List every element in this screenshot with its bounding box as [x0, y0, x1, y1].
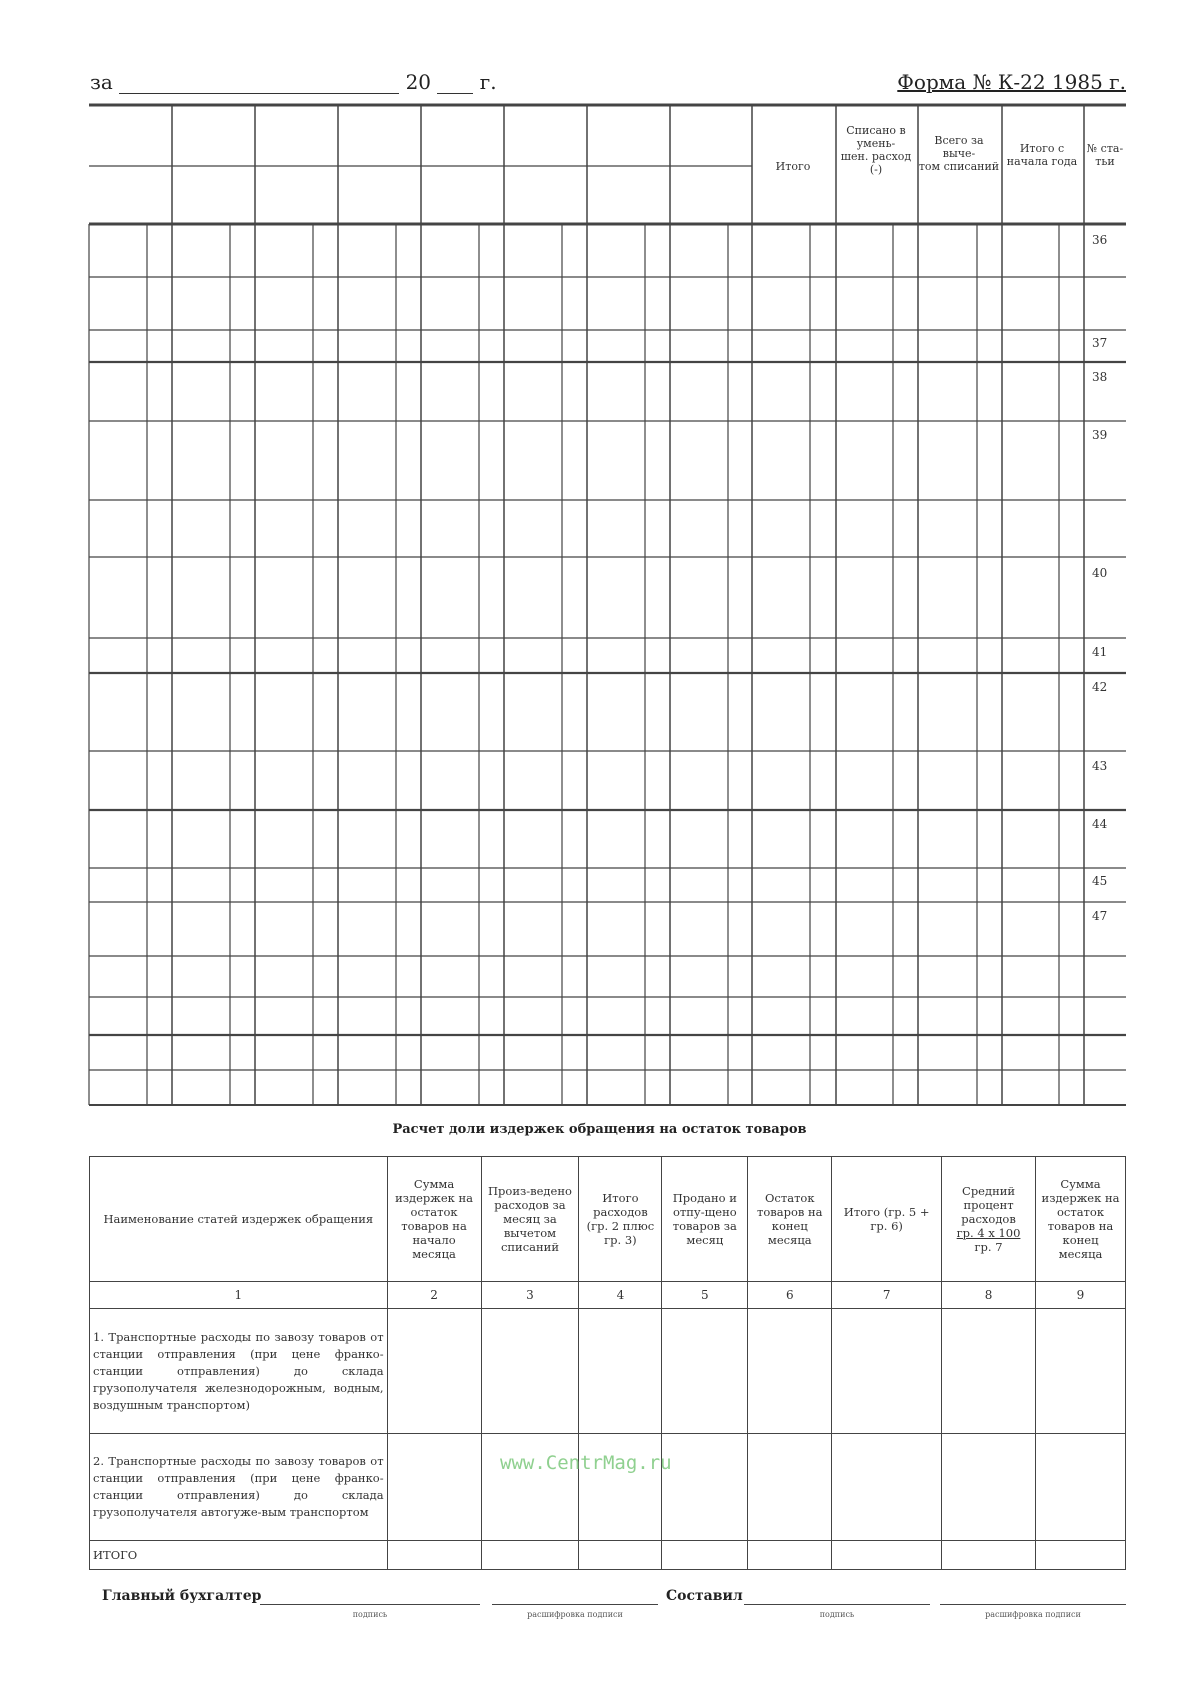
- row-number: 39: [1092, 428, 1108, 442]
- input-cell[interactable]: [387, 1309, 481, 1434]
- row-auto-transport: 2. Транспортные расходы по завозу товаров от станции отправления (при цене франко-станции отправления) до склада грузополучателя автогуже-вым транспортом: [90, 1434, 388, 1541]
- calc-section-title: Расчет доли издержек обращения на остаток товаров: [392, 1122, 807, 1137]
- decoding-caption: расшифровка подписи: [985, 1610, 1081, 1619]
- input-cell[interactable]: [481, 1541, 579, 1570]
- col-head-sold: Продано и отпу-щено товаров за месяц: [662, 1157, 748, 1282]
- row-number: 42: [1092, 680, 1108, 694]
- formula-top: гр. 4 х 100: [956, 1226, 1021, 1240]
- col-head-name: Наименование статей издержек обращения: [90, 1157, 388, 1282]
- period-prefix: за: [90, 70, 113, 94]
- chief-decoding-line[interactable]: [492, 1604, 658, 1605]
- input-cell[interactable]: [481, 1309, 579, 1434]
- row-number: 41: [1092, 645, 1108, 659]
- col-number: 8: [942, 1282, 1036, 1309]
- year-suffix: г.: [479, 70, 497, 94]
- input-cell[interactable]: [748, 1309, 832, 1434]
- year-prefix: 20: [405, 70, 432, 94]
- header-itogo: Итого: [775, 160, 811, 173]
- chief-signature-line[interactable]: [260, 1604, 480, 1605]
- input-cell[interactable]: [579, 1434, 662, 1541]
- col-number: 6: [748, 1282, 832, 1309]
- input-cell[interactable]: [832, 1541, 942, 1570]
- input-cell[interactable]: [387, 1541, 481, 1570]
- input-cell[interactable]: [832, 1434, 942, 1541]
- header-nomer-stati: № ста- тьи: [1086, 142, 1124, 168]
- input-cell[interactable]: [1036, 1541, 1126, 1570]
- input-cell[interactable]: [579, 1541, 662, 1570]
- input-cell[interactable]: [662, 1309, 748, 1434]
- compiler-decoding-line[interactable]: [940, 1604, 1126, 1605]
- col-head-total-5-6: Итого (гр. 5 + гр. 6): [832, 1157, 942, 1282]
- signature-row: [100, 1588, 1130, 1628]
- col-head-produced: Произ-ведено расходов за месяц за вычетом списаний: [481, 1157, 579, 1282]
- input-cell[interactable]: [481, 1434, 579, 1541]
- row-number: 45: [1092, 874, 1108, 888]
- row-total-label: ИТОГО: [90, 1541, 388, 1570]
- calc-table: [89, 1156, 1126, 1570]
- input-cell[interactable]: [387, 1434, 481, 1541]
- avg-percent-label: Средний процент расходов: [961, 1184, 1016, 1226]
- col-number: 2: [387, 1282, 481, 1309]
- row-number: 47: [1092, 909, 1108, 923]
- header-spisano: Списано в умень- шен. расход (-): [840, 124, 912, 176]
- row-number: 37: [1092, 336, 1108, 350]
- col-head-avg-percent: [942, 1157, 1036, 1282]
- row-number: 36: [1092, 233, 1108, 247]
- col-head-sum-start: Сумма издержек на остаток товаров на начало месяца: [387, 1157, 481, 1282]
- col-number: 5: [662, 1282, 748, 1309]
- formula-bottom: гр. 7: [974, 1240, 1003, 1254]
- row-rail-transport: 1. Транспортные расходы по завозу товаров от станции отправления (при цене франко-станции отправления) до склада грузополучателя железнодорожным, водным, воздушным транспортом): [90, 1309, 388, 1434]
- row-number: 44: [1092, 817, 1108, 831]
- col-head-total-expenses: Итого расходов (гр. 2 плюс гр. 3): [579, 1157, 662, 1282]
- input-cell[interactable]: [942, 1309, 1036, 1434]
- input-cell[interactable]: [1036, 1434, 1126, 1541]
- header-itogo-god: Итого с начала года: [1006, 142, 1078, 168]
- header-vsego: Всего за выче- том списаний: [918, 134, 1000, 173]
- col-number: 4: [579, 1282, 662, 1309]
- signature-caption: подпись: [819, 1610, 855, 1619]
- input-cell[interactable]: [748, 1541, 832, 1570]
- input-cell[interactable]: [662, 1541, 748, 1570]
- input-cell[interactable]: [942, 1434, 1036, 1541]
- input-cell[interactable]: [1036, 1309, 1126, 1434]
- row-number: 38: [1092, 370, 1108, 384]
- form-number: Форма № К-22 1985 г.: [897, 70, 1126, 94]
- col-head-remaining: Остаток товаров на конец месяца: [748, 1157, 832, 1282]
- input-cell[interactable]: [832, 1309, 942, 1434]
- input-cell[interactable]: [662, 1434, 748, 1541]
- compiled-by-label: Составил: [666, 1588, 743, 1604]
- signature-caption: подпись: [352, 1610, 388, 1619]
- col-number: 7: [832, 1282, 942, 1309]
- col-number: 1: [90, 1282, 388, 1309]
- col-head-sum-end: Сумма издержек на остаток товаров на конец месяца: [1036, 1157, 1126, 1282]
- watermark: www.CentrMag.ru: [500, 1452, 672, 1474]
- col-number: 3: [481, 1282, 579, 1309]
- chief-accountant-label: Главный бухгалтер: [102, 1588, 262, 1604]
- compiler-signature-line[interactable]: [744, 1604, 930, 1605]
- input-cell[interactable]: [579, 1309, 662, 1434]
- decoding-caption: расшифровка подписи: [527, 1610, 623, 1619]
- row-number: 40: [1092, 566, 1108, 580]
- row-number: 43: [1092, 759, 1108, 773]
- input-cell[interactable]: [748, 1434, 832, 1541]
- input-cell[interactable]: [942, 1541, 1036, 1570]
- col-number: 9: [1036, 1282, 1126, 1309]
